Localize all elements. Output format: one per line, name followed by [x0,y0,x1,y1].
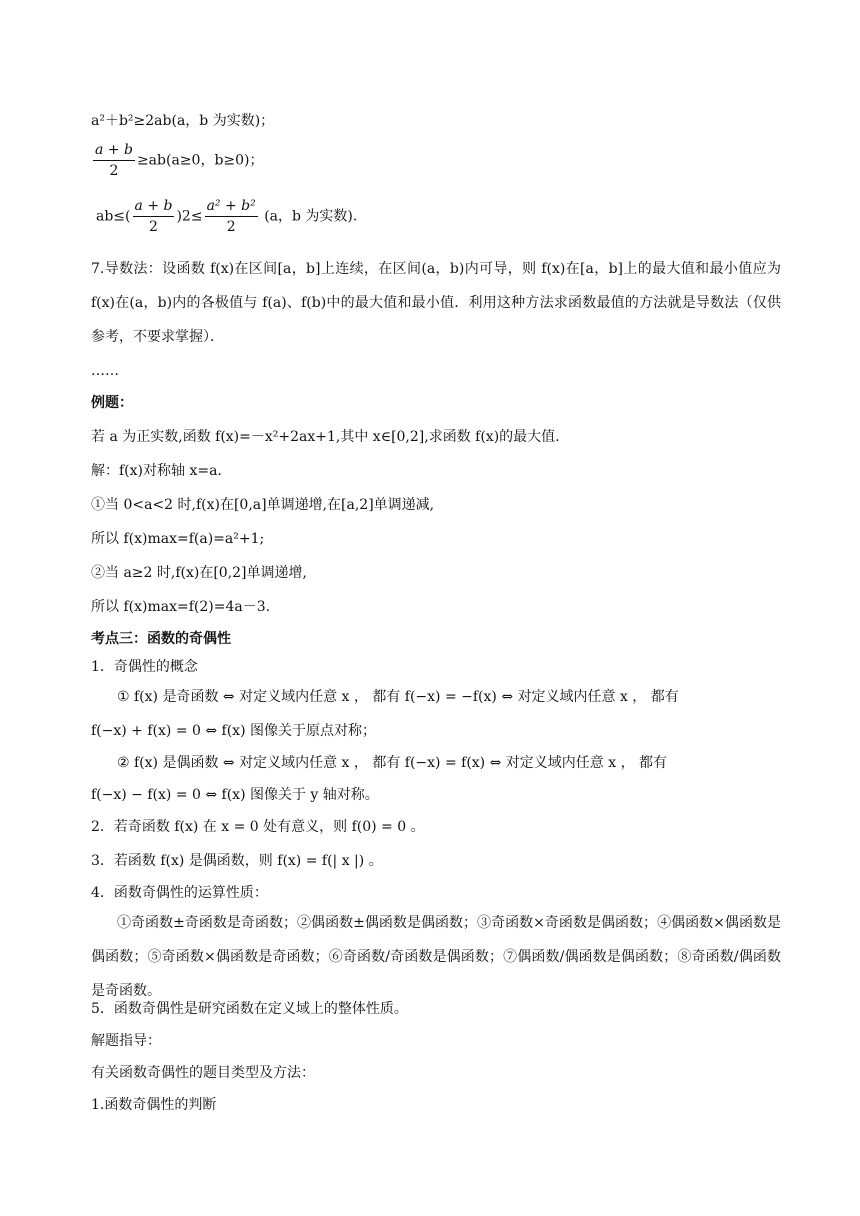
point-3: 3．若函数 f(x) 是偶函数，则 f(x) = f(| x |) 。 [91,853,383,869]
numerator: a² + b² [205,196,258,217]
solution-line-5: 所以 f(x)max=f(2)=4a－3. [91,599,271,615]
point-2: 2．若奇函数 f(x) 在 x = 0 处有意义，则 f(0) = 0 。 [91,819,425,835]
item-7-derivative-method: 7.导数法：设函数 f(x)在区间[a，b]上连续，在区间(a，b)内可导，则 f(x)在[a，b]上的最大值和最小值应为 f(x)在(a，b)内的各极值与 f(a)、f(b)中的最大值和最小值．利用这种方法求函数最值的方法就是导数法（仅供参考，不要求掌握）． [91,261,781,345]
numerator: a + b [133,196,175,217]
numerator: a + b [93,140,135,161]
odd-function-definition: ① f(x) 是奇函数 ⇔ 对定义域内任意 x ， 都有 f(−x) = −f(x) ⇔ 对定义域内任意 x ， 都有 [117,689,679,705]
point-5: 5．函数奇偶性是研究函数在定义域上的整体性质。 [91,1001,408,1017]
example-question: 若 a 为正实数,函数 f(x)=－x²+2ax+1,其中 x∈[0,2],求函数 f(x)的最大值. [91,429,560,445]
fraction [93,140,135,181]
point-1-title: 1．奇偶性的概念 [91,659,198,675]
inequality-3 [96,196,357,237]
guide-heading: 解题指导： [91,1033,161,1049]
even-function-definition-cont: f(−x) − f(x) = 0 ⇔ f(x) 图像关于 y 轴对称。 [91,787,379,803]
odd-function-definition-cont: f(−x) + f(x) = 0 ⇔ f(x) 图像关于原点对称； [91,723,376,739]
denominator: 2 [149,219,158,235]
inequality-2 [91,140,264,181]
solution-line-4: ②当 a≥2 时,f(x)在[0,2]单调递增, [91,565,307,581]
denominator: 2 [226,219,236,235]
even-function-definition: ② f(x) 是偶函数 ⇔ 对定义域内任意 x ， 都有 f(−x) = f(x) ⇔ 对定义域内任意 x ， 都有 [117,755,668,771]
section-heading: 考点三：函数的奇偶性 [91,631,231,647]
guide-item-1: 1.函数奇偶性的判断 [91,1097,217,1113]
solution-line-1: 解：f(x)对称轴 x=a. [91,463,222,479]
fraction [133,196,175,237]
solution-line-2: ①当 0<a<2 时,f(x)在[0,a]单调递增,在[a,2]单调递减, [91,497,435,513]
fraction [205,196,258,237]
point-4-title: 4．函数奇偶性的运算性质： [91,885,268,901]
point-4-body: ①奇函数±奇函数是奇函数；②偶函数±偶函数是偶函数；③奇函数×奇函数是偶函数；④偶函数×偶函数是偶函数；⑤奇函数×偶函数是奇函数；⑥奇函数/奇函数是偶函数；⑦偶函数/偶函数是偶函数；⑧奇函数/偶函数是奇函数。 [91,915,781,999]
guide-subheading: 有关函数奇偶性的题目类型及方法： [91,1065,315,1081]
denominator: 2 [109,163,119,179]
inequality-2-rest: ≥ab(a≥0，b≥0)； [136,152,264,169]
example-heading: 例题： [91,395,133,411]
inequality-3-rest: (a，b 为实数). [264,208,358,225]
inequality-3-prefix: ab≤( [96,208,131,225]
inequality-1: a²＋b²≥2ab(a，b 为实数)； [91,113,275,129]
inequality-3-mid: )2≤ [176,208,203,225]
solution-line-3: 所以 f(x)max=f(a)=a²+1; [91,531,265,547]
ellipsis: …… [91,363,119,379]
